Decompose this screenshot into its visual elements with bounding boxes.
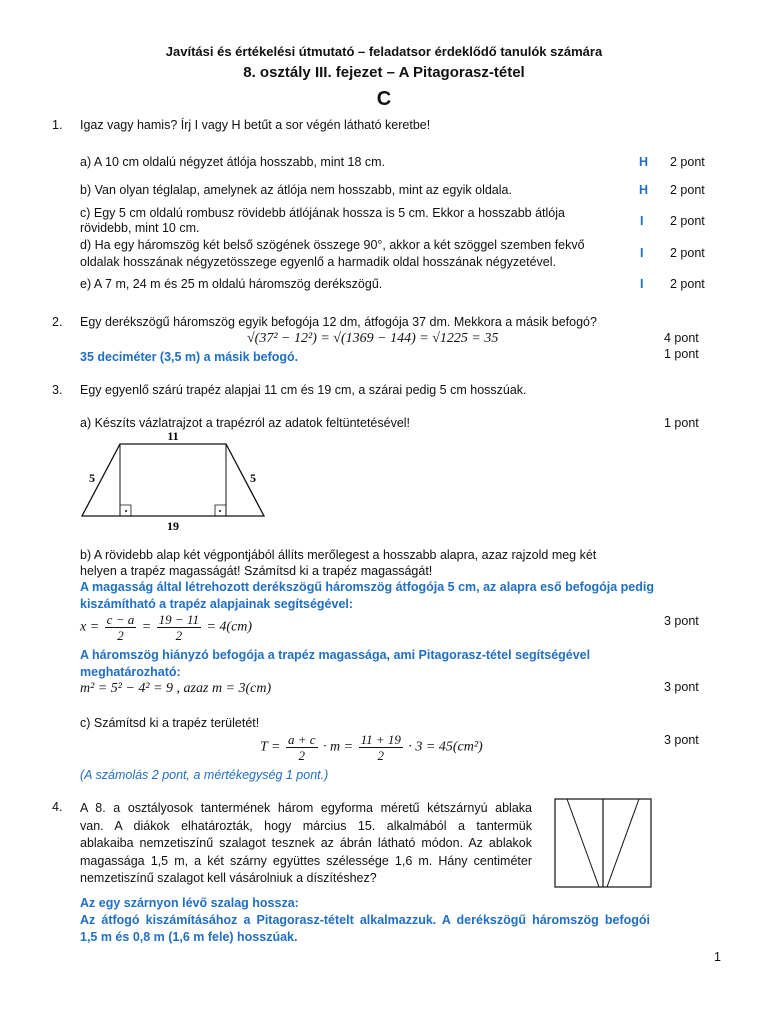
- label-right-leg: 5: [250, 471, 256, 485]
- ribbon-right: [607, 799, 639, 887]
- fraction-19-minus-11: [157, 612, 201, 643]
- q3b-formula-m: m² = 5² − 4² = 9 , azaz m = 3(cm): [80, 681, 272, 696]
- q1-item-c-line2: rövidebb, mint 10 cm.: [80, 221, 200, 235]
- fraction-a-plus-c: [286, 732, 318, 763]
- q1-points-b: 2 pont: [670, 183, 705, 197]
- trapezoid-figure: [78, 428, 278, 536]
- frac-den: 2: [298, 748, 305, 763]
- q1-answer-d: I: [640, 246, 644, 260]
- right-angle-dot-right: [219, 510, 221, 512]
- formula-t-mid: · m =: [323, 739, 354, 755]
- label-left-leg: 5: [89, 471, 95, 485]
- q1-item-d-line1: d) Ha egy háromszög két belső szögének összege 90°, akkor a két szöggel szemben fekvő: [80, 238, 585, 252]
- q3b-explain-line4: meghatározható:: [80, 665, 181, 679]
- q1-item-a: a) A 10 cm oldalú négyzet átlója hosszabb, mint 18 cm.: [80, 155, 386, 169]
- q3c-points: 3 pont: [664, 733, 699, 747]
- q3b-explain-line1: A magasság által létrehozott derékszögű háromszög átfogója 5 cm, az alapra eső befogója pedig: [80, 580, 654, 594]
- formula-x-rhs: = 4(cm): [206, 619, 253, 635]
- frac-den: 2: [377, 748, 384, 763]
- frac-num: c − a: [106, 612, 135, 627]
- q3a-points: 1 pont: [664, 416, 699, 430]
- q1-answer-b: H: [639, 183, 649, 197]
- q2-answer: 35 deciméter (3,5 m) a másik befogó.: [80, 350, 299, 364]
- q3b-points-1: 3 pont: [664, 614, 699, 628]
- q2-text: Egy derékszögű háromszög egyik befogója 12 dm, átfogója 37 dm. Mekkora a másik befogó?: [80, 315, 597, 329]
- window-figure: [554, 798, 654, 890]
- q1-number: 1.: [52, 118, 63, 132]
- page-number: 1: [714, 950, 721, 964]
- q1-points-e: 2 pont: [670, 277, 705, 291]
- q1-item-e: e) A 7 m, 24 m és 25 m oldalú háromszög derékszögű.: [80, 277, 383, 291]
- q2-points-2: 1 pont: [664, 347, 699, 361]
- q3b-formula-x: [80, 612, 252, 643]
- label-top-base: 11: [167, 429, 179, 443]
- q4-line-4: magassága 1,5 m, a két szárny együttes szélessége 1,6 m. Hány centiméter: [80, 853, 532, 868]
- q2-points-1: 4 pont: [664, 331, 699, 345]
- q1-answer-a: H: [639, 155, 649, 169]
- frac-num: a + c: [287, 732, 316, 747]
- q3c-formula: [260, 732, 483, 763]
- header-line2: 8. osztály III. fejezet – A Pitagorasz-tétel: [243, 64, 525, 81]
- q3a-text: a) Készíts vázlatrajzot a trapézról az adatok feltüntetésével!: [80, 416, 411, 430]
- frac-num: 11 + 19: [360, 732, 401, 747]
- trapezoid-outline: [82, 444, 264, 516]
- q4-explain-line3: 1,5 m és 0,8 m (1,6 m fele) hosszúak.: [80, 930, 298, 944]
- frac-den: 2: [175, 628, 183, 643]
- frac-den: 2: [117, 628, 124, 643]
- ribbon-left: [567, 799, 599, 887]
- q3-text: Egy egyenlő szárú trapéz alapjai 11 cm és 19 cm, a szárai pedig 5 cm hosszúak.: [80, 383, 527, 397]
- fraction-11-plus-19: [359, 732, 403, 763]
- q1-answer-c: I: [640, 214, 644, 228]
- q1-item-c-line1: c) Egy 5 cm oldalú rombusz rövidebb átlójának hossza is 5 cm. Ekkor a hosszabb átlója: [80, 206, 565, 220]
- formula-x-eq: =: [141, 619, 152, 635]
- header-line1: Javítási és értékelési útmutató – feladatsor érdeklődő tanulók számára: [165, 44, 603, 59]
- formula-t-rhs: · 3 = 45(cm²): [408, 739, 483, 755]
- q1-points-a: 2 pont: [670, 155, 705, 169]
- q4-explain-line1: Az egy szárnyon lévő szalag hossza:: [80, 896, 299, 910]
- q1-points-c: 2 pont: [670, 214, 705, 228]
- fraction-c-minus-a: [105, 612, 137, 643]
- q4-number: 4.: [52, 800, 63, 814]
- q1-item-d-line2: oldalak hosszának négyzetösszege egyenlő a harmadik oldal hosszának négyzetével.: [80, 255, 556, 269]
- q3b-points-2: 3 pont: [664, 680, 699, 694]
- q2-formula: √(37² − 12²) = √(1369 − 144) = √1225 = 35: [247, 331, 499, 346]
- q2-number: 2.: [52, 315, 63, 329]
- q3-number: 3.: [52, 383, 63, 397]
- q4-text: [80, 800, 532, 888]
- q1-item-b: b) Van olyan téglalap, amelynek az átlója nem hosszabb, mint az egyik oldala.: [80, 183, 512, 197]
- q1-points-d: 2 pont: [670, 246, 705, 260]
- q3b-text-line2: helyen a trapéz magasságát! Számítsd ki a trapéz magasságát!: [80, 564, 433, 578]
- q3b-explain-line3: A háromszög hiányzó befogója a trapéz magassága, ami Pitagorasz-tétel segítségével: [80, 648, 591, 662]
- q4-explain-line2: Az átfogó kiszámításához a Pitagorasz-tételt alkalmazzuk. A derékszögű háromszög befogói: [80, 913, 650, 927]
- formula-t-lhs: T =: [260, 739, 281, 755]
- q1-answer-e: I: [640, 277, 644, 291]
- q4-line-2: van. A diákok elhatározták, hogy március 15. alkalmából a tantermük: [80, 818, 532, 833]
- q1-text: Igaz vagy hamis? Írj I vagy H betűt a sor végén látható keretbe!: [80, 118, 431, 132]
- q4-line-3: ablakaiba nemzetiszínű szalagot tesznek az ábrán látható módon. Az ablakok: [80, 836, 532, 850]
- right-angle-dot-left: [125, 510, 127, 512]
- variant-letter: C: [376, 88, 392, 110]
- q3c-text: c) Számítsd ki a trapéz területét!: [80, 716, 260, 730]
- label-bottom-base: 19: [167, 519, 179, 533]
- q3c-note: (A számolás 2 pont, a mértékegység 1 pont.): [80, 768, 329, 782]
- q4-line-1: A 8. a osztályosok tantermének három egyforma méretű kétszárnyú ablaka: [80, 801, 532, 815]
- q4-line-5: nemzetiszínű szalagot kell vásárolniuk a díszítéshez?: [80, 871, 377, 885]
- formula-x-lhs: x =: [80, 619, 100, 635]
- frac-num: 19 − 11: [158, 612, 199, 627]
- q3b-explain-line2: kiszámítható a trapéz alapjainak segítségével:: [80, 597, 354, 611]
- q3b-text-line1: b) A rövidebb alap két végpontjából állíts merőlegest a hosszabb alapra, azaz rajzold meg két: [80, 548, 597, 562]
